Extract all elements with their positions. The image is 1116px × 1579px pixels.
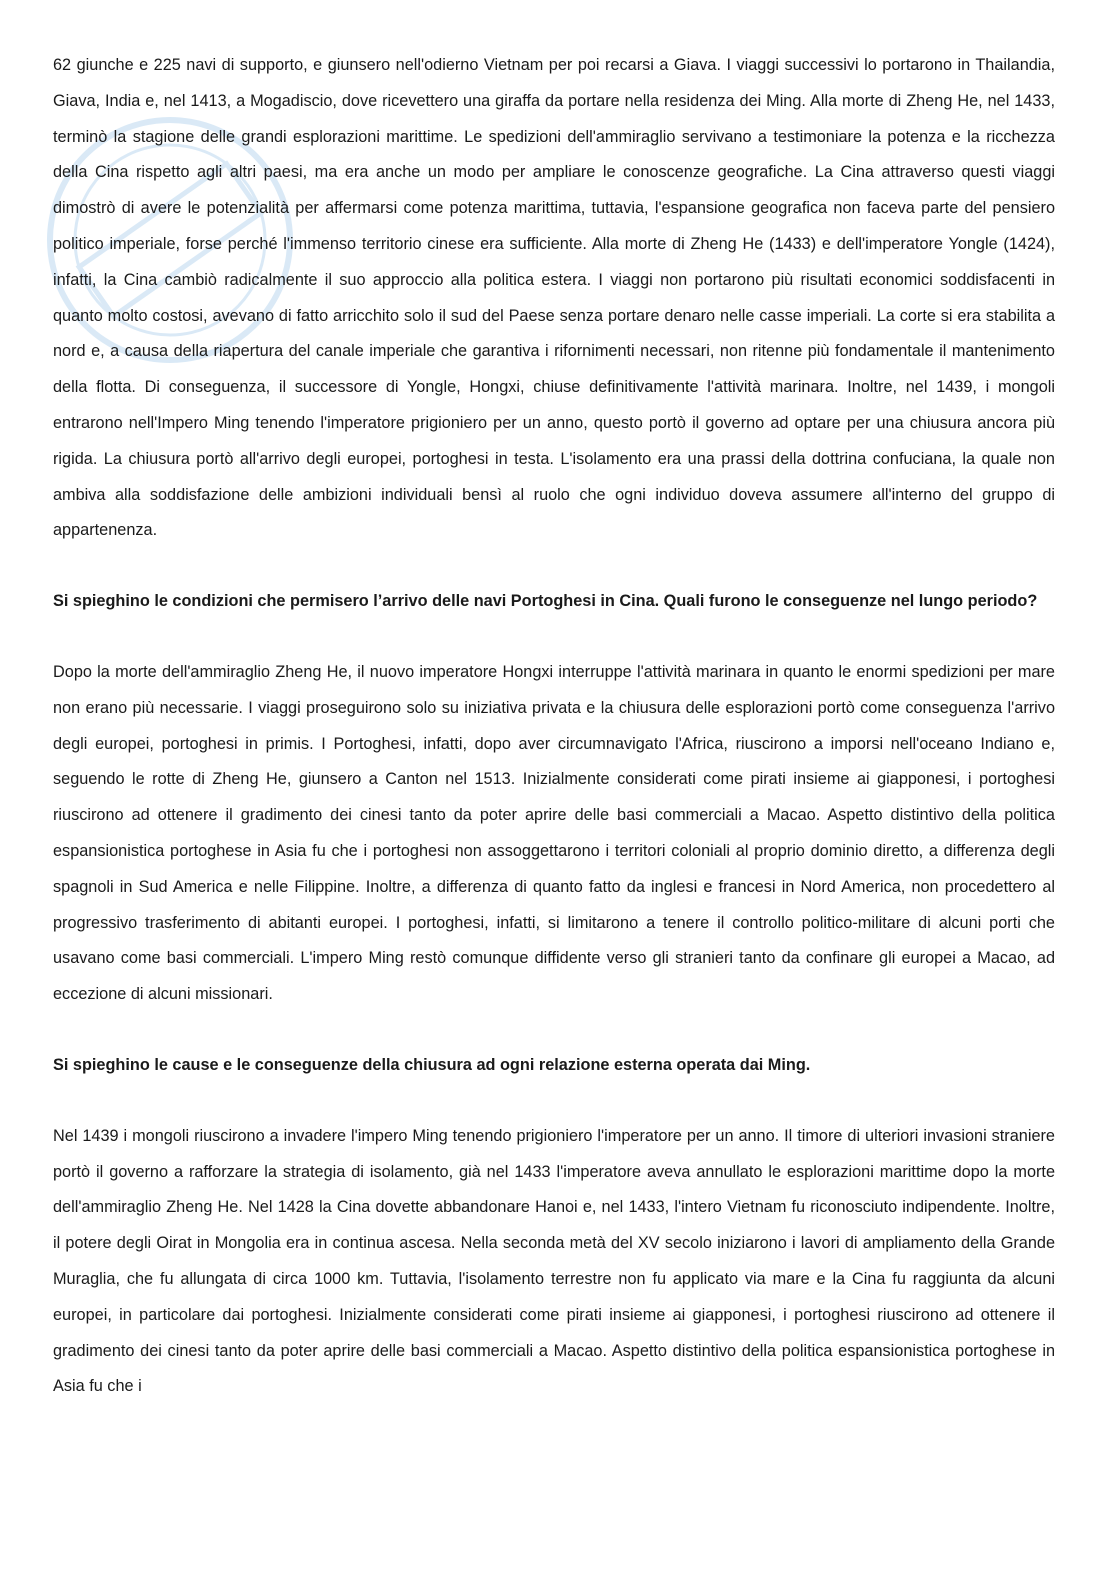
question-portuguese-arrival: Si spieghino le condizioni che permisero l’arrivo delle navi Portoghesi in Cina. Quali furono le conseguenze nel lungo periodo? [53, 592, 1038, 611]
paragraph-zheng-he-voyages: 62 giunche e 225 navi di supporto, e giunsero nell'odierno Vietnam per poi recarsi a Giava. I viaggi successivi lo portarono in Thailandia, Giava, India e, nel 1413, a Mogadiscio, dove ricevettero una giraffa da portare nella residenza dei Ming. Alla morte di Zheng He, nel 1433, terminò la stagione delle grandi esplorazioni marittime. Le spedizioni dell'ammiraglio servivano a testimoniare la potenza e la ricchezza della Cina rispetto agli altri paesi, ma era anche un modo per ampliare le conoscenze geografiche. La Cina attraverso questi viaggi dimostrò di avere le potenzialità per affermarsi come potenza marittima, tuttavia, l'espansione geografica non faceva parte del pensiero politico imperiale, forse perché l'immenso territorio cinese era sufficiente. Alla morte di Zheng He (1433) e dell'imperatore Yongle (1424), infatti, la Cina cambiò radicalmente il suo approccio alla politica estera. I viaggi non portarono più risultati economici soddisfacenti in quanto molto costosi, avevano di fatto arricchito solo il sud del Paese senza portare denaro nelle casse imperiali. La corte si era stabilita a nord e, a causa della riapertura del canale imperiale che garantiva i rifornimenti necessari, non ritenne più fondamentale il mantenimento della flotta. Di conseguenza, il successore di Yongle, Hongxi, chiuse definitivamente l'attività marinara. Inoltre, nel 1439, i mongoli entrarono nell'Impero Ming tenendo l'imperatore prigioniero per un anno, questo portò il governo ad optare per una chiusura ancora più rigida. La chiusura portò all'arrivo degli europei, portoghesi in testa. L'isolamento era una prassi della dottrina confuciana, la quale non ambiva alla soddisfazione delle ambizioni individuali bensì al ruolo che ogni individuo doveva assumere all'interno del gruppo di appartenenza. [53, 56, 1055, 540]
question-ming-closure: Si spieghino le cause e le conseguenze della chiusura ad ogni relazione esterna operata dai Ming. [53, 1055, 811, 1074]
document-page [53, 48, 1055, 1405]
paragraph-ming-closure: Nel 1439 i mongoli riuscirono a invadere l'impero Ming tenendo prigioniero l'imperatore per un anno. Il timore di ulteriori invasioni straniere portò il governo a rafforzare la strategia di isolamento, già nel 1433 l'imperatore aveva annullato le esplorazioni marittime dopo la morte dell'ammiraglio Zheng He. Nel 1428 la Cina dovette abbandonare Hanoi e, nel 1433, l'intero Vietnam fu riconosciuto indipendente. Inoltre, il potere degli Oirat in Mongolia era in continua ascesa. Nella seconda metà del XV secolo iniziarono i lavori di ampliamento della Grande Muraglia, che fu allungata di circa 1000 km. Tuttavia, l'isolamento terrestre non fu applicato via mare e la Cina fu raggiunta da alcuni europei, in particolare dai portoghesi. Inizialmente considerati come pirati insieme ai giapponesi, i portoghesi riuscirono ad ottenere il gradimento dei cinesi tanto da poter aprire delle basi commerciali a Macao. Aspetto distintivo della politica espansionistica portoghese in Asia fu che i [53, 1126, 1055, 1396]
paragraph-portuguese-arrival: Dopo la morte dell'ammiraglio Zheng He, il nuovo imperatore Hongxi interruppe l'attività marinara in quanto le enormi spedizioni per mare non erano più necessarie. I viaggi proseguirono solo su iniziativa privata e la chiusura delle esplorazioni portò come conseguenza l'arrivo degli europei, portoghesi in primis. I Portoghesi, infatti, dopo aver circumnavigato l'Africa, riuscirono a imporsi nell'oceano Indiano e, seguendo le rotte di Zheng He, giunsero a Canton nel 1513. Inizialmente considerati come pirati insieme ai giapponesi, i portoghesi riuscirono ad ottenere il gradimento dei cinesi tanto da poter aprire delle basi commerciali a Macao. Aspetto distintivo della politica espansionistica portoghese in Asia fu che i portoghesi non assoggettarono i territori coloniali al proprio dominio diretto, a differenza degli spagnoli in Sud America e nelle Filippine. Inoltre, a differenza di quanto fatto da inglesi e francesi in Nord America, non procedettero al progressivo trasferimento di abitanti europei. I portoghesi, infatti, si limitarono a tenere il controllo politico-militare di alcuni porti che usavano come basi commerciali. L'impero Ming restò comunque diffidente verso gli stranieri tanto da confinare gli europei a Macao, ad eccezione di alcuni missionari. [53, 662, 1055, 1004]
